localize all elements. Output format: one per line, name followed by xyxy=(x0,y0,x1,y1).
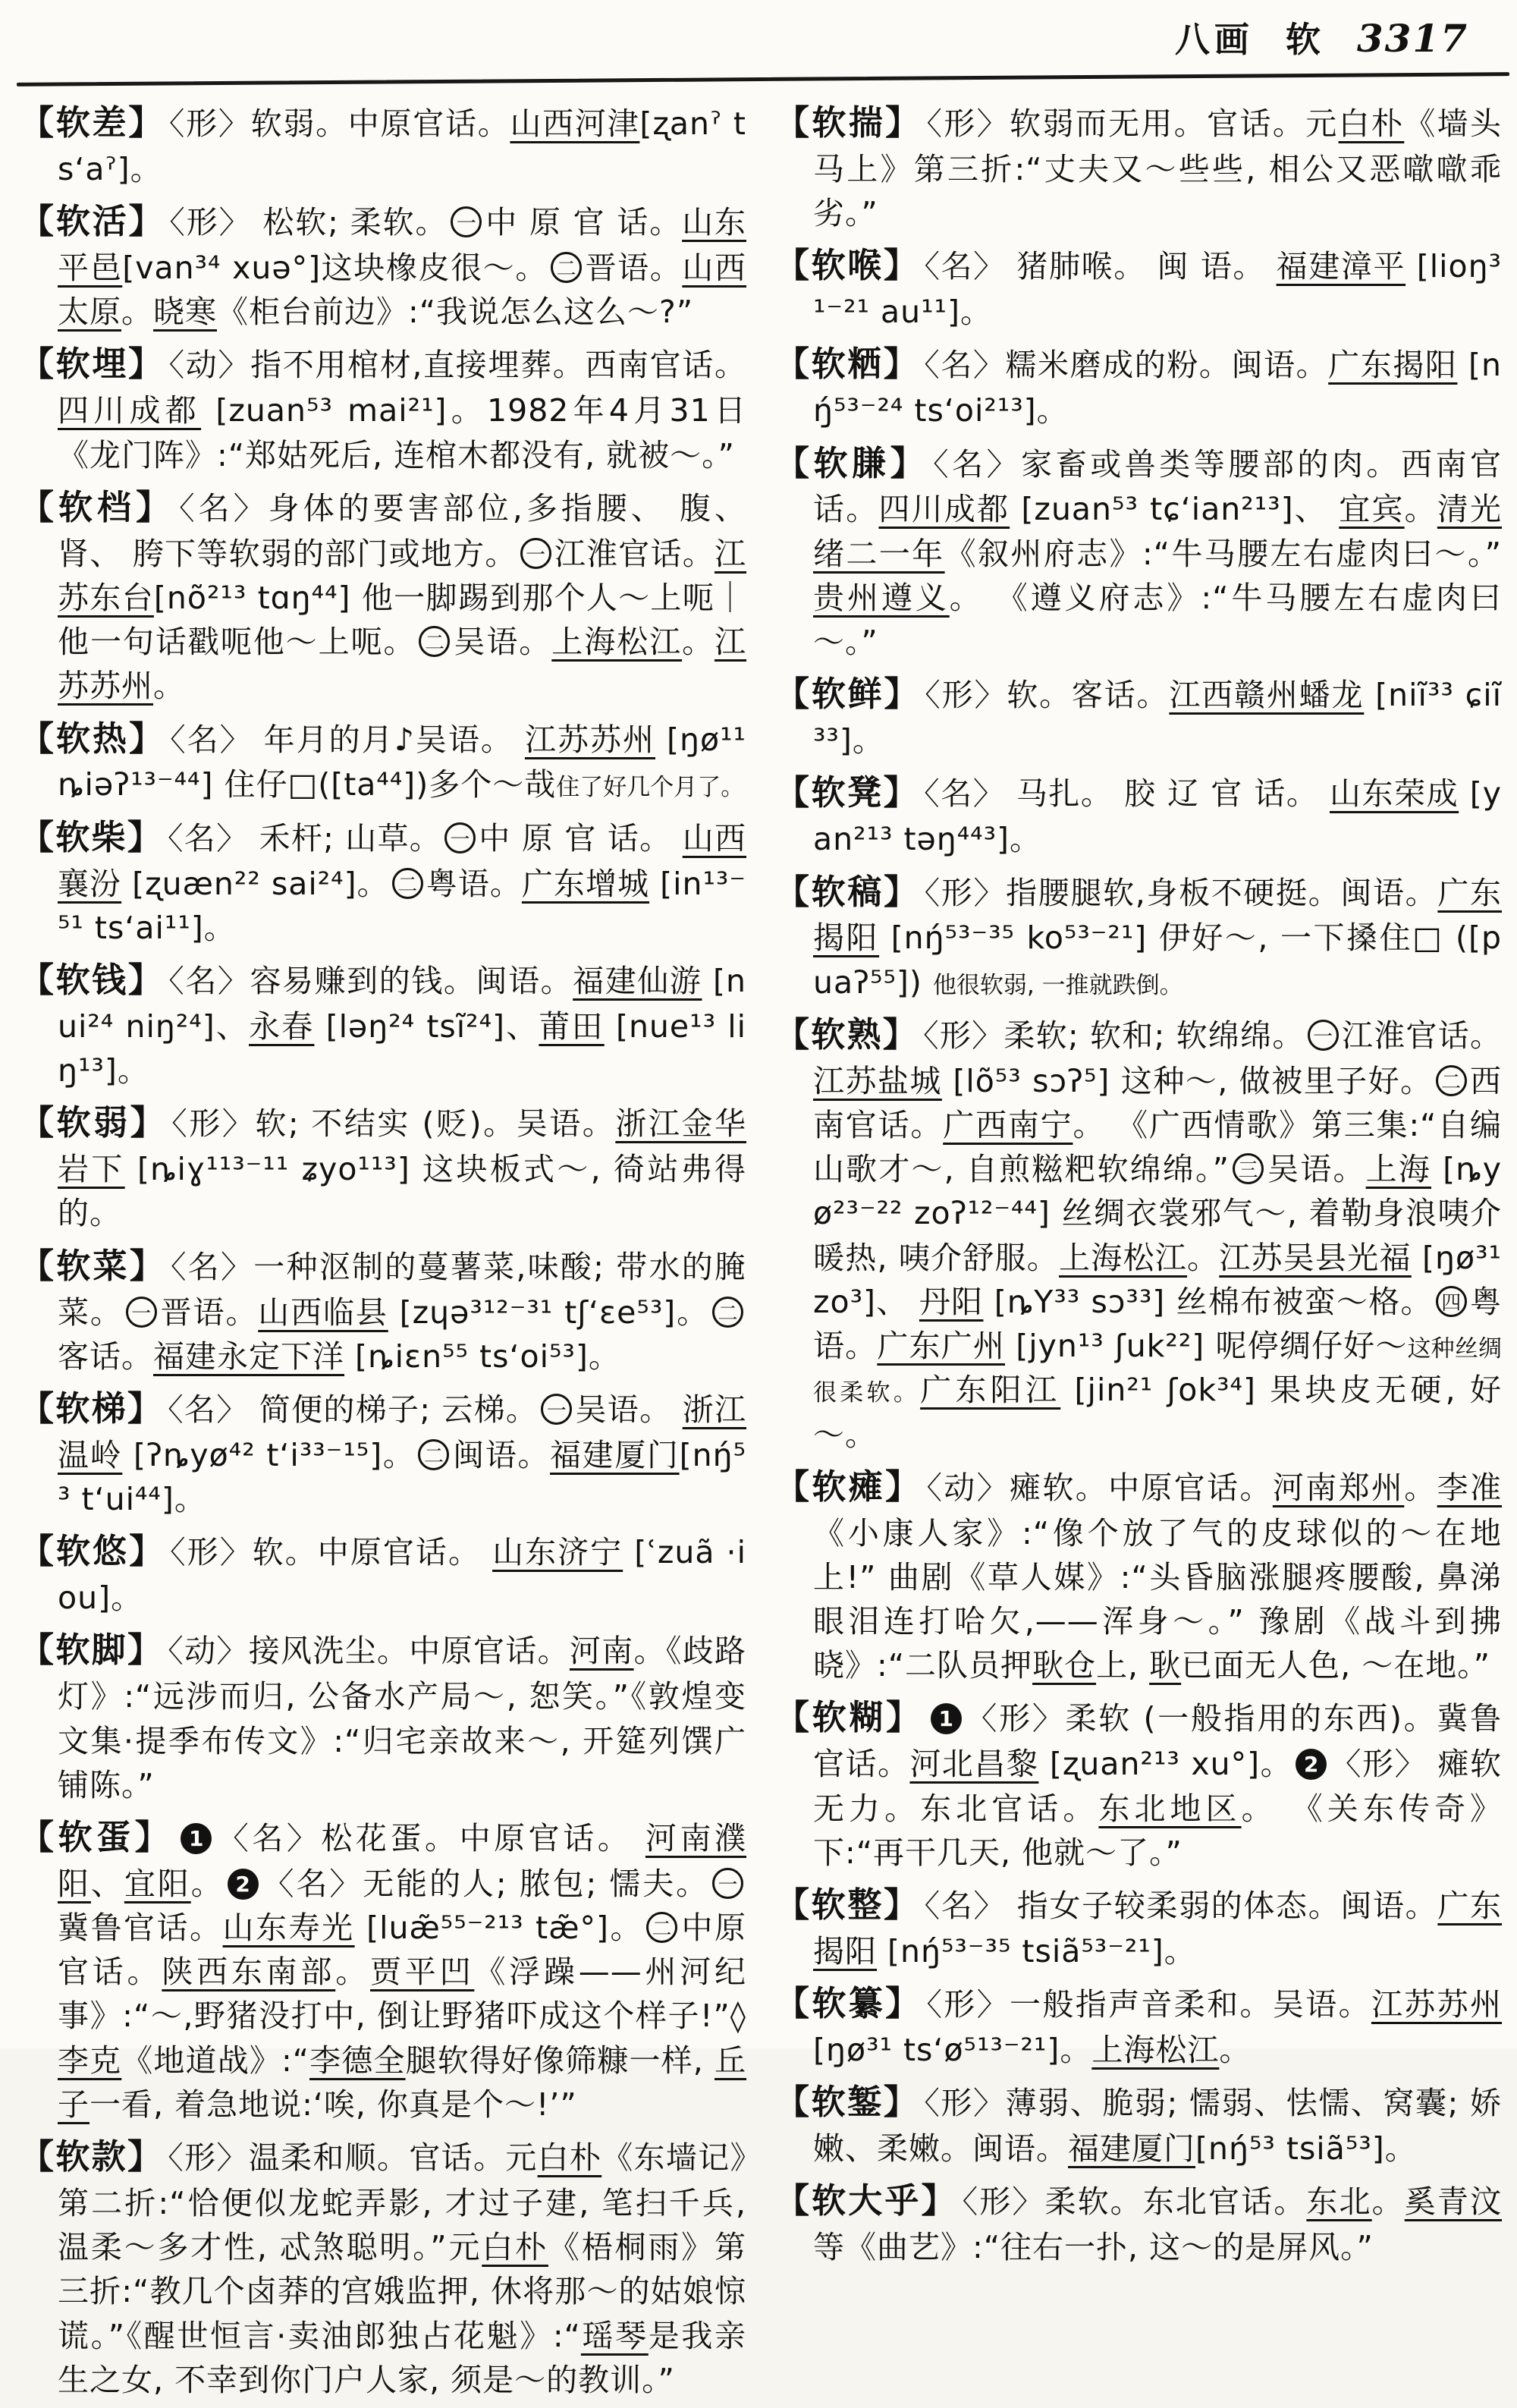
entry-text: 江淮官话。 xyxy=(554,535,715,572)
sense-number-circled: 三 xyxy=(1233,1153,1264,1184)
entry-headword: 【软弱】 xyxy=(20,1102,168,1143)
proper-noun: 白朴 xyxy=(482,2229,548,2266)
entry-headword: 【软埋】 xyxy=(20,344,165,385)
entry-text: [ʐuan²¹³ xu°]。 xyxy=(1038,1746,1293,1783)
dict-entry xyxy=(20,1626,746,1807)
sense-number-circled: 二 xyxy=(392,868,423,899)
proper-noun: 江苏吴县光福 xyxy=(1219,1239,1412,1276)
entry-headword: 【软活】 xyxy=(20,201,165,242)
proper-noun: 陕西东南部 xyxy=(162,1954,336,1991)
proper-noun: 山西太原 xyxy=(58,250,746,331)
entry-headword: 【软膁】 xyxy=(775,442,929,483)
entry-text: 〈形〉软。客话。 xyxy=(925,677,1170,714)
entry-text: 〈名〉 猪肺喉。 闽 语。 xyxy=(924,248,1277,285)
entry-text: [in¹³⁻⁵¹ tsʻai¹¹]。 xyxy=(58,865,747,946)
dict-entry xyxy=(20,1099,746,1235)
proper-noun: 永春 xyxy=(249,1008,315,1045)
proper-noun: 江西赣州蟠龙 xyxy=(1169,677,1365,714)
entry-text: 。 《关东传奇》下:“再干几天, 他就～了。” xyxy=(813,1790,1502,1871)
entry-text: [lioŋ³¹⁻²¹ au¹¹]。 xyxy=(813,248,1502,331)
dict-entry xyxy=(775,2177,1502,2269)
header-divider-rule xyxy=(17,72,1509,86)
entry-headword: 【软揣】 xyxy=(775,102,922,143)
sense-number-circled: 二 xyxy=(646,1912,677,1943)
dict-entry xyxy=(775,868,1502,1004)
entry-text: 中 原 官 话。 xyxy=(485,204,683,241)
entry-text: 、 xyxy=(90,1865,124,1902)
proper-noun: 宜阳 xyxy=(124,1865,191,1902)
entry-text: 。 《广西情歌》第三集:“自编山歌才～, 自煎糍粑软绵绵。” xyxy=(813,1106,1503,1188)
entry-text: 。 xyxy=(190,1865,225,1902)
entry-text: 腿软得好像筛糠一样, xyxy=(405,2042,715,2079)
entry-text: 等《曲艺》:“往右一扑, 这～的是屏风。” xyxy=(813,2229,1374,2266)
entry-text: 〈形〉柔软。东北官话。 xyxy=(962,2183,1307,2221)
proper-noun: 李准 xyxy=(1437,1469,1503,1506)
entry-headword: 【软整】 xyxy=(775,1885,920,1925)
entry-text: 〈动〉瘫软。中原官话。 xyxy=(926,1469,1273,1506)
entry-text: [ȵyø²³⁻²² zoʔ¹²⁻⁴⁴] 丝绸衣裳邪气～, 着勒身浪咦介暖热, 咦介舒服。 xyxy=(813,1151,1502,1276)
proper-noun: 白朴 xyxy=(1338,105,1405,142)
entry-text: 〈名〉糯米磨成的粉。闽语。 xyxy=(924,347,1329,384)
proper-noun: 广东阳江 xyxy=(920,1372,1061,1409)
proper-noun: 山东寿光 xyxy=(222,1910,355,1947)
entry-headword: 【软脚】 xyxy=(20,1630,164,1671)
entry-text: [ŋø³¹ zo³]、 xyxy=(813,1239,1502,1320)
sense-number-circled: 一 xyxy=(444,822,476,853)
dict-entry xyxy=(775,340,1502,432)
entry-headword: 【软菜】 xyxy=(20,1245,167,1286)
dict-entry xyxy=(20,483,746,709)
proper-noun: 广东揭阳 xyxy=(813,874,1503,957)
entry-text: 《浮躁——州河纪事》:“～,野猪没打中, 倒让野猪吓成这个样子!”◊ xyxy=(58,1954,747,2035)
entry-text: [nui²⁴ niŋ²⁴]、 xyxy=(58,962,747,1045)
entry-headword: 【软差】 xyxy=(20,102,165,143)
entry-text: 《叙州府志》:“牛马腰左右虚肉曰～。” xyxy=(944,535,1502,572)
dict-entry xyxy=(775,2078,1502,2171)
proper-noun: 河北昌黎 xyxy=(909,1746,1039,1783)
proper-noun: 山东平邑 xyxy=(58,204,746,286)
proper-noun: 河南郑州 xyxy=(1272,1469,1405,1506)
proper-noun: 广东揭阳 xyxy=(1328,347,1458,384)
entry-text: 〈形〉指腰腿软,身板不硬挺。闽语。 xyxy=(924,874,1438,911)
proper-noun: 上海松江 xyxy=(551,624,683,661)
entry-text: [zɥə³¹²⁻³¹ tʃʻɛe⁵³]。 xyxy=(388,1294,709,1331)
entry-text: 〈名〉一种沤制的蔓薯菜,味酸; 带水的腌菜。 xyxy=(58,1248,746,1331)
sense-number-circled: 一 xyxy=(1308,1020,1339,1051)
dict-entry xyxy=(20,1527,746,1620)
sense-number-circled: 二 xyxy=(1436,1065,1467,1096)
entry-text: [zuan⁵³ mai²¹]。1982年4月31日《龙门阵》:“郑姑死后, 连棺木都没有, 就被～。” xyxy=(58,392,746,473)
entry-text: 〈名〉 年月的月♪吴语。 xyxy=(170,721,525,758)
page-header xyxy=(1175,12,1468,62)
entry-headword: 【软柴】 xyxy=(20,816,164,857)
proper-noun: 丹阳 xyxy=(919,1283,984,1320)
entry-headword: 【软稿】 xyxy=(775,871,920,912)
proper-noun: 山东济宁 xyxy=(492,1534,623,1571)
entry-text: [ŋø¹¹ ȵiəʔ¹³⁻⁴⁴] 住仔□([ta⁴⁴])多个～哉 xyxy=(58,721,746,803)
entry-text: 〈动〉指不用棺材,直接埋葬。西南官话。 xyxy=(168,347,746,384)
entry-text: 。 xyxy=(153,668,185,705)
dict-entry xyxy=(20,813,746,950)
entry-headword: 【软鲜】 xyxy=(775,674,921,715)
entry-text: [nue¹³ liŋ¹³]。 xyxy=(58,1008,747,1089)
entry-text: 江淮官话。 xyxy=(1341,1017,1502,1054)
proper-noun: 福建永定下洋 xyxy=(153,1338,344,1375)
entry-text: [ȵY³³ sɔ³³] 丝棉布被蛮～格。 xyxy=(983,1283,1433,1320)
proper-noun: 莆田 xyxy=(539,1008,605,1045)
proper-noun: 东北地区 xyxy=(1098,1790,1242,1827)
entry-text: 吴语。 xyxy=(1266,1151,1366,1188)
dict-entry xyxy=(775,1463,1502,1688)
entry-text: 〈形〉薄弱、脆弱; 懦弱、怯懦、窝囊; 娇嫩、柔嫩。闽语。 xyxy=(813,2085,1502,2168)
dict-entry xyxy=(20,715,746,807)
entry-text: [nŋ́⁵³ tsiã⁵³]。 xyxy=(1195,2130,1417,2168)
entry-text: [luæ̃⁵⁵⁻²¹³ tæ̃°]。 xyxy=(354,1910,643,1947)
dict-entry xyxy=(20,99,746,191)
sense-number-filled: 2 xyxy=(1296,1749,1327,1780)
dict-entry xyxy=(775,769,1502,861)
entry-text: 。《歧路灯》:“远涉而归, 公备水产局～, 恕笑。”《敦煌变文集·提季布传文》:“归宅亲故来～, 开筵列馔广铺陈。” xyxy=(58,1633,747,1803)
entry-text: 是我亲生之女, 不幸到你门户人家, 须是～的教训。” xyxy=(58,2317,747,2398)
dict-entry xyxy=(775,1881,1502,1973)
entry-text: [zuan⁵³ tɕʻian²¹³]、 xyxy=(1010,491,1340,528)
proper-noun: 江苏苏州 xyxy=(524,721,656,758)
entry-text: 〈名〉无能的人; 脓包; 懦夫。 xyxy=(261,1865,710,1902)
proper-noun: 河南濮阳 xyxy=(58,1819,746,1902)
dict-entry xyxy=(20,2133,746,2402)
entry-text: 〈名〉松花蛋。中原官话。 xyxy=(215,1819,645,1856)
sense-number-circled: 二 xyxy=(712,1297,743,1328)
proper-noun: 福建漳平 xyxy=(1276,248,1406,285)
proper-noun: 贾平凹 xyxy=(370,1954,475,1991)
dict-entry xyxy=(775,1011,1502,1457)
proper-noun: 瑶琴 xyxy=(580,2317,649,2354)
sense-number-circled: 一 xyxy=(520,538,551,569)
proper-noun: 上海松江 xyxy=(1059,1239,1188,1276)
entry-text: 〈形〉 瘫软无力。东北官话。 xyxy=(813,1746,1502,1827)
entry-text: [nõ²¹³ tɑŋ⁴⁴] 他一脚踢到那个人～上呃｜他一句话戳呃他～上呃。 xyxy=(58,579,746,661)
proper-noun: 耿 xyxy=(1149,1647,1182,1684)
proper-noun: 江苏盐城 xyxy=(813,1062,942,1099)
entry-text: 《柜台前边》:“我说怎么这么～?” xyxy=(217,294,694,331)
proper-noun: 广东广州 xyxy=(877,1328,1006,1365)
gloss-text: 住了好几个月了。 xyxy=(556,774,745,802)
entry-headword: 【软大乎】 xyxy=(775,2180,958,2221)
entry-text: 粤语。 xyxy=(813,1283,1503,1365)
entry-text: 。 xyxy=(1371,2183,1405,2221)
proper-noun: 江苏东台 xyxy=(58,535,747,616)
proper-noun: 山东荣成 xyxy=(1330,775,1459,813)
proper-noun: 丘子 xyxy=(58,2042,747,2123)
entry-text: 中原官话。 xyxy=(58,1910,747,1991)
right-column xyxy=(775,99,1502,2275)
entry-text: [ʔȵyø⁴² tʻi³³⁻¹⁵]。 xyxy=(122,1436,416,1473)
entry-text: [ȵiɣ¹¹³⁻¹¹ ʑyo¹¹³] 这块板式～, 徛站弗得的。 xyxy=(58,1151,746,1232)
proper-noun: 福建仙游 xyxy=(573,962,702,999)
entry-text: 客话。 xyxy=(58,1338,153,1375)
gloss-text: 他很软弱, 一推就跌倒。 xyxy=(932,971,1183,999)
entry-headword: 【软档】 xyxy=(20,486,175,527)
proper-noun: 浙江金华岩下 xyxy=(58,1105,746,1188)
entry-headword: 【软粞】 xyxy=(775,344,920,385)
dict-entry xyxy=(775,1979,1502,2072)
sense-number-circled: 二 xyxy=(551,252,582,283)
proper-noun: 李克 xyxy=(58,2042,122,2079)
entry-text: 。 xyxy=(682,624,715,661)
entry-text: [ŋø³¹ tsʻø⁵¹³⁻²¹]。 xyxy=(813,2032,1092,2069)
entry-text: 吴语。 xyxy=(575,1391,683,1428)
dict-entry xyxy=(775,241,1502,334)
entry-text: 。 《遵义府志》:“牛马腰左右虚肉曰～。” xyxy=(813,579,1502,661)
dict-entry xyxy=(20,1242,746,1378)
entry-text: 冀鲁官话。 xyxy=(58,1910,223,1947)
proper-noun: 东北 xyxy=(1306,2183,1372,2221)
entry-text: [ʐuæn²² sai²⁴]。 xyxy=(121,865,389,902)
entry-text: [ȵiɛn⁵⁵ tsʻoi⁵³]。 xyxy=(344,1338,620,1375)
proper-noun: 奚青汶 xyxy=(1404,2183,1503,2221)
entry-headword: 【软瘫】 xyxy=(775,1466,922,1507)
entry-text: [jyn¹³ ʃuk²²] 呢停绸仔好～ xyxy=(1005,1328,1408,1365)
entry-text: 已面无人色, ～在地。” xyxy=(1181,1647,1490,1684)
entry-headword: 【软熟】 xyxy=(775,1014,919,1055)
dict-entry xyxy=(20,1385,746,1521)
entry-text: 〈名〉 禾杆; 山草。 xyxy=(168,819,442,857)
proper-noun: 江苏苏州 xyxy=(58,624,747,705)
entry-text: [nŋ́⁵³⁻²⁴ tsʻoi²¹³]。 xyxy=(813,347,1503,429)
dict-entry xyxy=(775,1693,1502,1875)
sense-number-filled: 1 xyxy=(181,1823,212,1854)
entry-headword: 【软糊】 xyxy=(775,1697,923,1738)
entry-text: 〈形〉温柔和顺。官话。元 xyxy=(168,2139,538,2177)
proper-noun: 白朴 xyxy=(537,2139,602,2177)
entry-text: 。 xyxy=(121,294,153,331)
entry-headword: 【软凳】 xyxy=(775,772,920,813)
sense-number-filled: 1 xyxy=(931,1703,962,1734)
entry-headword: 【软蛋】 xyxy=(20,1816,174,1857)
sense-number-circled: 二 xyxy=(418,1439,449,1470)
entry-text: 上, xyxy=(1096,1647,1150,1684)
proper-noun: 李德全 xyxy=(309,2042,406,2079)
proper-noun: 清光绪二一年 xyxy=(813,491,1503,572)
sense-number-circled: 一 xyxy=(126,1297,157,1328)
entry-text: [nŋ́⁵³⁻³⁵ tsiã⁵³⁻²¹]。 xyxy=(877,1932,1196,1969)
entry-text: 闽语。 xyxy=(452,1436,551,1473)
entry-text: 。 xyxy=(1187,1239,1220,1276)
proper-noun: 江苏苏州 xyxy=(1371,1986,1503,2023)
entry-text: 。 xyxy=(335,1954,371,1991)
entry-text: 〈名〉身体的要害部位,多指腰、 腹、 肾、 胯下等软弱的部门或地方。 xyxy=(58,489,746,572)
entry-headword: 【软钱】 xyxy=(20,959,165,1000)
proper-noun: 福建厦门 xyxy=(1068,2130,1195,2168)
sense-number-circled: 一 xyxy=(541,1394,572,1425)
entry-headword: 【软錾】 xyxy=(775,2082,920,2123)
entry-headword: 【软悠】 xyxy=(20,1531,166,1572)
entry-text: 《东墙记》第二折:“恰便似龙蛇弄影, 才过子建, 笔扫千兵, 温柔～多才性, 忒煞聪明。”元 xyxy=(58,2139,747,2266)
entry-text: 《地道战》:“ xyxy=(121,2042,310,2079)
dict-entry xyxy=(20,1813,746,2127)
entry-text: [jin²¹ ʃok³⁴] 果块皮无硬, 好～。 xyxy=(813,1372,1503,1453)
entry-text: 〈形〉软弱而无用。官话。元 xyxy=(926,105,1339,142)
proper-noun: 山西临县 xyxy=(258,1294,388,1331)
sense-number-circled: 二 xyxy=(419,626,450,657)
entry-headword: 【软梯】 xyxy=(20,1388,164,1429)
entry-text: [ləŋ²⁴ tsĩ²⁴]、 xyxy=(314,1008,539,1045)
entry-text: [van³⁴ xuə°]这块橡皮很～。 xyxy=(122,250,548,286)
entry-text: 〈名〉 马扎。 胶 辽 官 话。 xyxy=(924,775,1330,813)
entry-text: 《小康人家》:“像个放了气的皮球似的～在地上!” 曲剧《草人媒》:“头昏脑涨腿疼腰酸, 鼻涕眼泪连打哈欠,——浑身～。” 豫剧《战斗到拂晓》:“二队员押 xyxy=(813,1514,1502,1684)
proper-noun: 宜宾 xyxy=(1339,491,1405,528)
proper-noun: 广东增城 xyxy=(521,865,650,902)
proper-noun: 四川成都 xyxy=(58,392,202,429)
entry-text: 晋语。 xyxy=(584,250,683,286)
proper-noun: 河南 xyxy=(569,1633,634,1670)
proper-noun: 广西南宁 xyxy=(943,1106,1073,1143)
entry-text: 吴语。 xyxy=(453,624,552,661)
dict-entry xyxy=(20,956,746,1092)
entry-text: 〈形〉一般指声音柔和。吴语。 xyxy=(926,1986,1371,2023)
entry-text: 〈名〉家畜或兽类等腰部的肉。西南官话。 xyxy=(813,445,1502,528)
entry-text: 一看, 着急地说:‘唉, 你真是个～!’” xyxy=(90,2086,577,2123)
entry-text: 〈动〉接风洗尘。中原官话。 xyxy=(168,1633,570,1670)
section-head-character: 软 xyxy=(1285,19,1325,60)
entry-text: 〈名〉 简便的梯子; 云梯。 xyxy=(168,1391,539,1428)
entry-text: 〈形〉软; 不结实 (贬)。吴语。 xyxy=(171,1105,616,1143)
entry-text: 。 xyxy=(1404,1469,1437,1506)
proper-noun: 山西襄汾 xyxy=(58,819,746,902)
entry-text: [ʐanˀ tsʻaˀ]。 xyxy=(58,105,746,187)
entry-text: [lõ⁵³ sɔʔ⁵] 这种～, 做被里子好。 xyxy=(941,1062,1433,1099)
entry-text: 〈形〉软。中原官话。 xyxy=(170,1534,493,1571)
dict-entry xyxy=(775,670,1502,762)
sense-number-filled: 2 xyxy=(228,1869,259,1900)
entry-text: 〈形〉柔软 (一般指用的东西)。冀鲁官话。 xyxy=(813,1700,1502,1783)
dict-entry xyxy=(775,439,1502,665)
entry-text: 。 xyxy=(1219,2032,1252,2069)
entry-text: [ʿzuã ·iou]。 xyxy=(58,1534,746,1617)
proper-noun: 山西河津 xyxy=(510,105,640,142)
entry-text: 〈形〉 松软; 柔软。 xyxy=(169,204,448,241)
proper-noun: 上海 xyxy=(1365,1151,1431,1188)
entry-text: 中 原 官 话。 xyxy=(479,819,683,857)
entry-text: 晋语。 xyxy=(159,1294,259,1331)
stroke-section-label: 八画 xyxy=(1174,19,1254,60)
gloss-text: 这种丝绸很柔软。 xyxy=(813,1335,1503,1407)
sense-number-circled: 一 xyxy=(712,1868,743,1899)
sense-number-circled: 四 xyxy=(1436,1286,1467,1317)
proper-noun: 耿仓 xyxy=(1032,1647,1097,1684)
entry-text: 〈名〉 指女子较柔弱的体态。闽语。 xyxy=(924,1888,1438,1925)
proper-noun: 晓寒 xyxy=(153,294,217,331)
dict-entry xyxy=(20,197,746,334)
entry-text: 〈名〉容易赚到的钱。闽语。 xyxy=(168,962,573,999)
entry-text: 〈形〉柔软; 软和; 软绵绵。 xyxy=(923,1017,1305,1054)
entry-text: [nŋ́⁵³ tʻui⁴⁴]。 xyxy=(58,1436,747,1518)
dict-entry xyxy=(20,340,746,476)
entry-text: 。 xyxy=(1404,491,1437,528)
proper-noun: 上海松江 xyxy=(1091,2032,1220,2069)
dict-entry xyxy=(775,99,1502,235)
entry-text: [nŋ́⁵³⁻³⁵ ko⁵³⁻²¹] 伊好～, 一下搡住□ ([puaʔ⁵⁵]) xyxy=(813,920,1502,1001)
entry-text: 《墙头马上》第三折:“丈夫又～些些, 相公又恶噷噷乖劣。” xyxy=(813,105,1503,232)
proper-noun: 贵州遵义 xyxy=(813,579,950,616)
entry-text: 西南官话。 xyxy=(813,1062,1503,1143)
proper-noun: 四川成都 xyxy=(878,491,1010,528)
proper-noun: 浙江温岭 xyxy=(58,1391,746,1473)
entry-text: 粤语。 xyxy=(426,865,522,902)
sense-number-circled: 一 xyxy=(451,206,482,237)
proper-noun: 福建厦门 xyxy=(550,1436,680,1473)
entry-headword: 【软纂】 xyxy=(775,1983,922,2024)
entry-headword: 【软热】 xyxy=(20,718,166,759)
page-number: 3317 xyxy=(1356,16,1468,61)
entry-text: 《梧桐雨》第三折:“教几个卤莽的宫娥监押, 休将那～的姑娘惊谎。”《醒世恒言·卖油郎独占花魁》:“ xyxy=(58,2229,746,2354)
proper-noun: 广东揭阳 xyxy=(813,1888,1503,1969)
entry-headword: 【软喉】 xyxy=(775,245,920,286)
entry-text: [niĩ³³ ɕiĩ³³]。 xyxy=(813,677,1502,759)
entry-text: [yan²¹³ təŋ⁴⁴³]。 xyxy=(813,775,1502,858)
entry-text: 〈形〉软弱。中原官话。 xyxy=(168,105,510,142)
left-column xyxy=(20,99,746,2408)
entry-headword: 【软款】 xyxy=(20,2136,164,2177)
